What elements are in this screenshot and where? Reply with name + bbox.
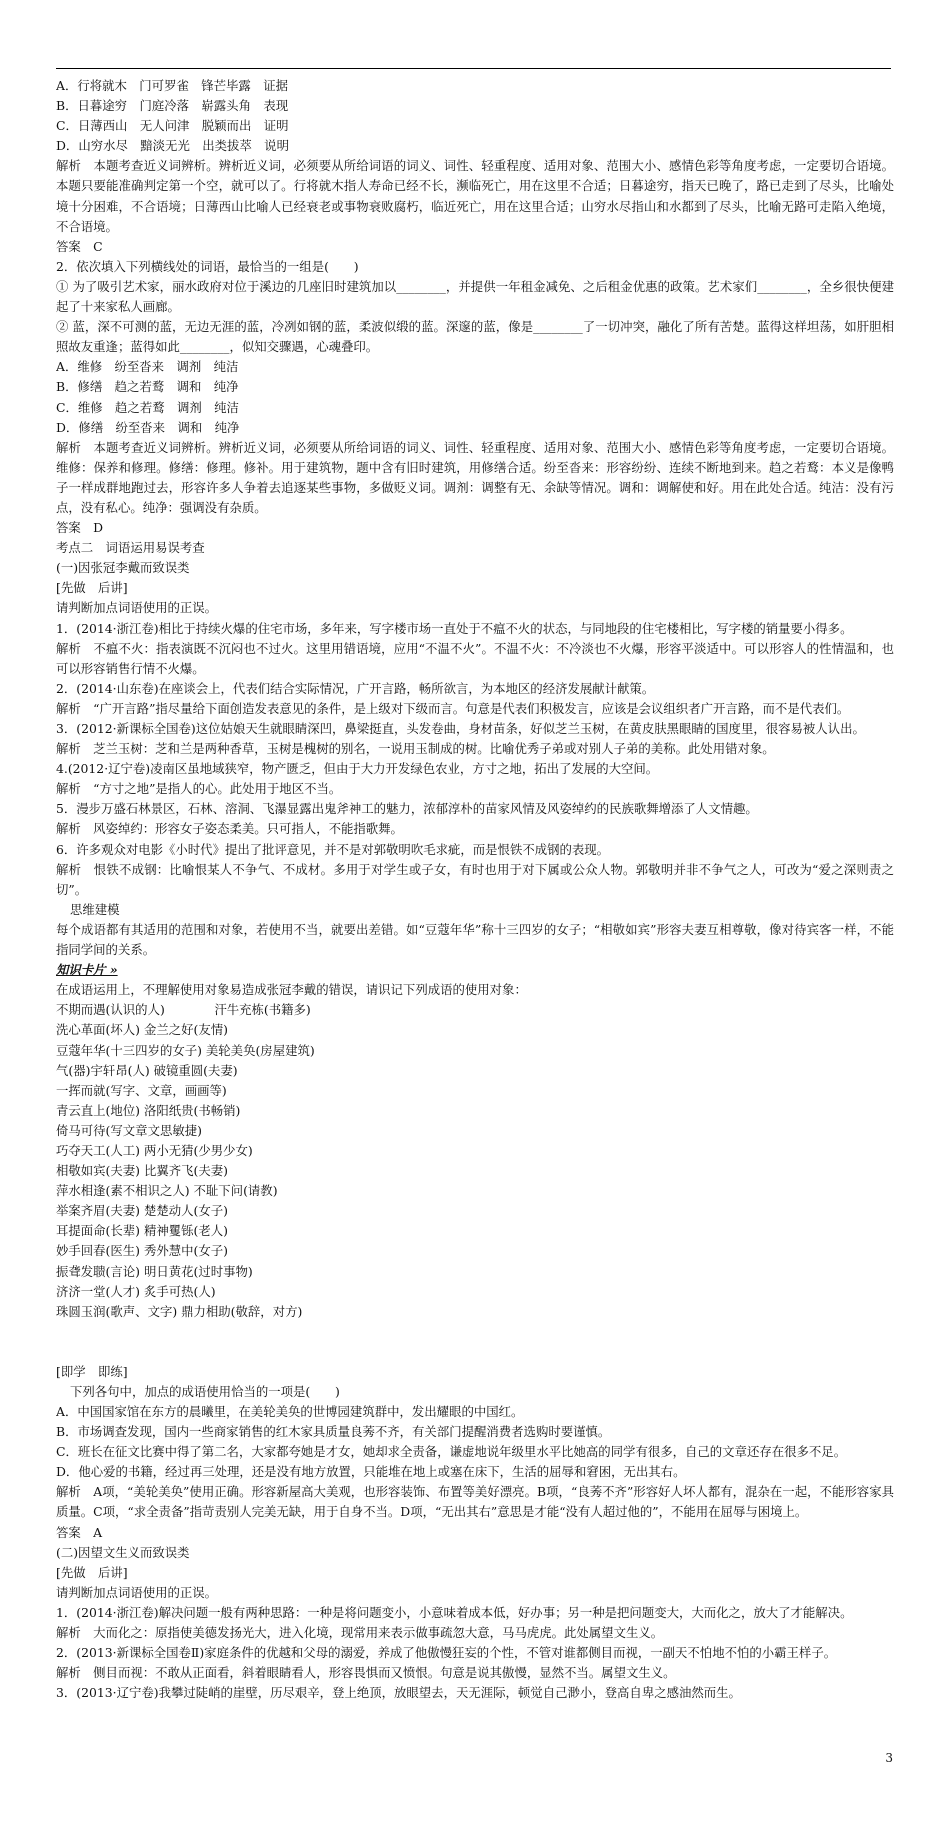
text-paragraph: 解析 不瘟不火：指表演既不沉闷也不过火。这里用错语境，应用“不温不火”。不温不火：不冷淡也不火爆，形容平淡适中。可以形容人的性情温和，也可以形容销售行情不火爆。 [56,640,894,676]
text-line: D．山穷水尽 黯淡无光 出类拔萃 说明 [56,138,289,154]
knowledge-card-title: 知识卡片 » [56,962,118,978]
spacer [56,1322,894,1362]
text-line: 2．(2013·新课标全国卷Ⅱ)家庭条件的优越和父母的溺爱，养成了他傲慢狂妄的个性，不管对谁都侧目而视，一副天不怕地不怕的小霸王样子。 [56,1645,837,1661]
text-line: 6．许多观众对电影《小时代》提出了批评意见，并不是对郭敬明吹毛求疵，而是恨铁不成钢的表现。 [56,841,610,857]
text-line: D．修缮 纷至沓来 调和 纯净 [56,419,240,435]
text-line: A．维修 纷至沓来 调剂 纯洁 [56,359,239,375]
text-line: 4.(2012·辽宁卷)凌南区虽地域狭窄，物产匮乏，但由于大力开发绿色农业，方寸之地，拓出了发展的大空间。 [56,761,659,777]
text-line: 妙手回春(医生) 秀外慧中(女子) [56,1243,228,1259]
text-line: 不期而遇(认识的人) 汗牛充栋(书籍多) [56,1002,311,1018]
text-line: 1．(2014·浙江卷)解决问题一般有两种思路：一种是将问题变小，小意味着成本低，好办事；另一种是把问题变大，大而化之，放大了才能解决。 [56,1604,853,1620]
text-line: C．班长在征文比赛中得了第二名，大家都夸她是才女，她却求全责备，谦虚地说年级里水平比她高的同学有很多，自己的文章还存在很多不足。 [56,1444,847,1460]
text-line: 请判断加点词语使用的正误。 [56,600,218,616]
text-line: 耳提面命(长辈) 精神矍铄(老人) [56,1223,228,1239]
text-line: 3．(2012·新课标全国卷)这位姑娘天生就眼睛深凹，鼻梁挺直，头发卷曲，身材苗条，好似芝兰玉树，在黄皮肤黑眼睛的国度里，很容易被人认出。 [56,721,865,736]
page-number: 3 [885,1751,893,1765]
text-line: 2．(2014·山东卷)在座谈会上，代表们结合实际情况，广开言路，畅所欲言，为本地区的经济发展献计献策。 [56,680,655,696]
text-line: 巧夺天工(人工) 两小无猜(少男少女) [56,1142,253,1158]
text-paragraph: 解析 A项，“美轮美奂”使用正确。形容新屋高大美观，也形容装饰、布置等美好漂亮。B项，“良莠不齐”形容好人坏人都有，混杂在一起，不能形容家具质量。C项，“求全责备”指苛责别人完美无缺，用于自身不当。D项，“无出其右”意思是才能“没有人超过他的”，不能用在屈辱与困境上。 [56,1484,894,1520]
text-line: 考点二 词语运用易误考查 [56,540,205,556]
document-body [56,76,894,1703]
text-line: 济济一堂(人才) 炙手可热(人) [56,1283,216,1299]
text-line: 相敬如宾(夫妻) 比翼齐飞(夫妻) [56,1163,228,1179]
text-paragraph: ① 为了吸引艺术家，丽水政府对位于溪边的几座旧时建筑加以________，并提供一年租金减免、之后租金优惠的政策。艺术家们________，全乡很快便建起了十来家私人画廊。 [56,278,894,315]
text-line: A．行将就木 门可罗雀 锋芒毕露 证据 [56,78,288,93]
text-line: 解析 “方寸之地”是指人的心。此处用于地区不当。 [56,781,342,797]
text-line: 青云直上(地位) 洛阳纸贵(书畅销) [56,1102,241,1118]
text-paragraph: 解析 “广开言路”指尽量给下面创造发表意见的条件，是上级对下级而言。句意是代表们积极发言，应该是会议组织者广开言路，而不是代表们。 [56,700,850,716]
text-line: 3．(2013·辽宁卷)我攀过陡峭的崖壁，历尽艰辛，登上绝顶，放眼望去，天无涯际，顿觉自己渺小，登高自卑之感油然而生。 [56,1685,741,1701]
text-line: C．日薄西山 无人问津 脱颖而出 证明 [56,118,289,134]
text-line: 解析 芝兰玉树：芝和兰是两种香草，玉树是槐树的别名，一说用玉制成的树。比喻优秀子弟或对别人子弟的美称。此处用错对象。 [56,741,775,757]
knowledge-card-heading [56,960,894,980]
text-line: [先做 后讲] [56,580,128,596]
text-line: 下列各句中，加点的成语使用恰当的一项是( ) [70,1383,340,1399]
text-line: 举案齐眉(夫妻) 楚楚动人(女子) [56,1203,228,1219]
text-line: (二)因望文生义而致误类 [56,1544,190,1560]
text-paragraph: 每个成语都有其适用的范围和对象，若使用不当，就要出差错。如“豆蔻年华”称十三四岁的女子；“相敬如宾”形容夫妻互相尊敬，像对待宾客一样，不能指同学间的关系。 [56,921,894,958]
text-line: 萍水相逢(素不相识之人) 不耻下问(请教) [56,1183,278,1199]
text-line: C．维修 趋之若鹜 调剂 纯洁 [56,399,239,415]
text-line: 答案 C [56,238,103,254]
text-line: 洗心革面(坏人) 金兰之好(友情) [56,1022,228,1038]
text-line: A．中国国家馆在东方的晨曦里，在美轮美奂的世博园建筑群中，发出耀眼的中国红。 [56,1404,524,1419]
text-line: [即学 即练] [56,1363,128,1379]
text-line: B．日暮途穷 门庭冷落 崭露头角 表现 [56,98,289,114]
text-line: 豆蔻年华(十三四岁的女子) 美轮美奂(房屋建筑) [56,1042,315,1058]
text-line: 解析 风姿绰约：形容女子姿态柔美。只可指人，不能指歌舞。 [56,821,403,837]
text-line: 振聋发聩(言论) 明日黄花(过时事物) [56,1263,253,1279]
text-line: 一挥而就(写字、文章，画画等) [56,1082,227,1098]
text-line: 答案 D [56,520,104,536]
text-line: (一)因张冠李戴而致误类 [56,560,190,576]
header-rule [56,68,891,69]
text-line: 请判断加点词语使用的正误。 [56,1584,218,1600]
text-line: 答案 A [56,1524,103,1540]
text-line: 气(器)宇轩昂(人) 破镜重圆(夫妻) [56,1062,238,1078]
text-paragraph: ② 蓝，深不可测的蓝，无边无涯的蓝，冷冽如钢的蓝，柔波似缎的蓝。深邃的蓝，像是________了一切冲突，融化了所有苦楚。蓝得这样坦荡，如肝胆相照故友重逢；蓝得如此________，似知交骤遇，心魂叠印。 [56,319,894,355]
text-line: D．他心爱的书籍，经过再三处理，还是没有地方放置，只能堆在地上或塞在床下，生活的屈辱和窘困，无出其右。 [56,1464,686,1480]
text-line: B．市场调查发现，国内一些商家销售的红木家具质量良莠不齐，有关部门提醒消费者选购时要谨慎。 [56,1424,611,1440]
text-line: 在成语运用上，不理解使用对象易造成张冠李戴的错误，请识记下列成语的使用对象： [56,982,527,998]
text-line: [先做 后讲] [56,1564,128,1580]
text-paragraph: 解析 本题考查近义词辨析。辨析近义词，必须要从所给词语的词义、词性、轻重程度、适用对象、范围大小、感情色彩等角度考虑，一定要切合语境。本题只要能准确判定第一个空，就可以了。行将就木指人寿命已经不长，濒临死亡，用在这里不合适；日暮途穷，指天已晚了，路已走到了尽头，比喻处境十分困难，不合语境；日薄西山比喻人已经衰老或事物衰败腐朽，临近死亡，用在这里合适；山穷水尽指山和水都到了尽头，比喻无路可走陷入绝境，不合语境。 [56,158,894,234]
text-line: 5．漫步万盛石林景区，石林、溶洞、飞瀑显露出鬼斧神工的魅力，浓郁淳朴的苗家风情及风姿绰约的民族歌舞增添了人文情趣。 [56,801,758,817]
text-line: 思维建模 [70,901,120,917]
text-paragraph: 解析 恨铁不成钢：比喻恨某人不争气、不成材。多用于对学生或子女，有时也用于对下属或公众人物。郭敬明并非不争气之人，可改为“爱之深则责之切”。 [56,861,894,897]
text-line: 珠圆玉润(歌声、文字) 鼎力相助(敬辞，对方) [56,1303,303,1319]
text-line: B．修缮 趋之若鹜 调和 纯净 [56,379,239,395]
text-line: 1．(2014·浙江卷)相比于持续火爆的住宅市场，多年来，写字楼市场一直处于不瘟不火的状态，与同地段的住宅楼相比，写字楼的销量要小得多。 [56,620,853,636]
text-line: 倚马可待(写文章文思敏捷) [56,1122,202,1138]
text-paragraph: 解析 本题考查近义词辨析。辨析近义词，必须要从所给词语的词义、词性、轻重程度、适用对象、范围大小、感情色彩等角度考虑，一定要切合语境。维修：保养和修理。修缮：修理。修补。用于建筑物，题中含有旧时建筑，用修缮合适。纷至沓来：形容纷纷、连续不断地到来。趋之若鹜：本义是像鸭子一样成群地跑过去，形容许多人争着去追逐某些事物，多做贬义词。调剂：调整有无、余缺等情况。调和：调解使和好。用在此处合适。纯洁：没有污点，没有私心。纯净：强调没有杂质。 [56,439,894,515]
text-line: 解析 大而化之：原指使美德发扬光大，进入化境，现常用来表示做事疏忽大意，马马虎虎。此处属望文生义。 [56,1625,664,1641]
text-line: 解析 侧目而视：不敢从正面看，斜着眼睛看人，形容畏惧而又愤恨。句意是说其傲慢，显然不当。属望文生义。 [56,1665,676,1681]
text-line: 2．依次填入下列横线处的词语，最恰当的一组是( ) [56,258,359,274]
